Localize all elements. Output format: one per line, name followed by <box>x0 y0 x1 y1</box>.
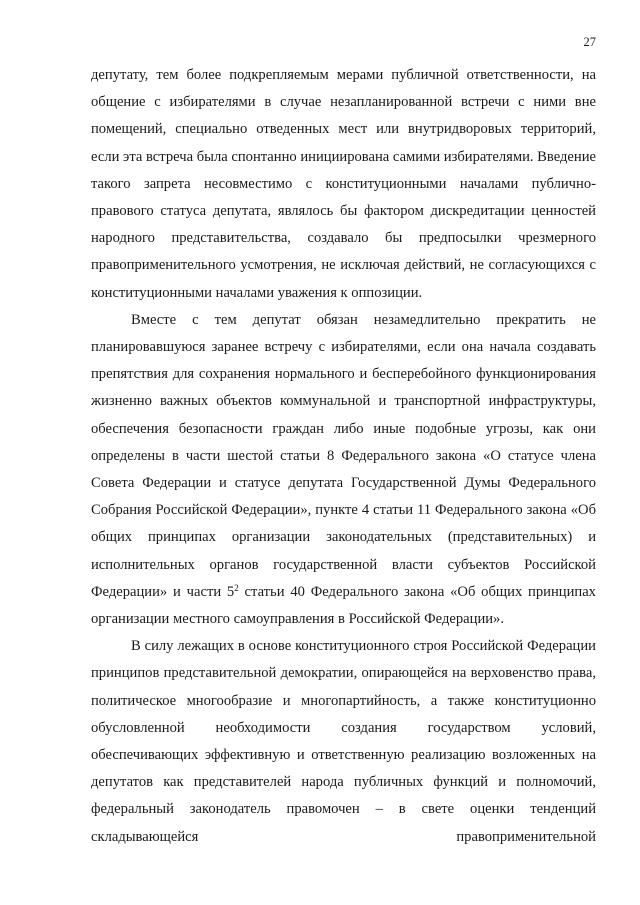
paragraph-2 <box>91 307 596 633</box>
page-number: 27 <box>583 35 596 49</box>
paragraph-2-text-continued: статьи 40 Федерального закона «Об общих принципах организации местного самоуправления в Российской Федерации». <box>91 583 596 628</box>
paragraph-3: В силу лежащих в основе конституционного строя Российской Федерации принципов представительной демократии, опирающейся на верховенство права, политическое многообразие и многопартийность, а также конституционно обусловленной необходимости создания государством условий, обеспечивающих эффективную и ответственную реализацию возложенных на депутатов как представителей народа публичных функций и полномочий, федеральный законодатель правомочен – в свете оценки тенденций складывающейся правоприменительной <box>91 638 596 845</box>
page-body <box>91 62 596 851</box>
paragraph-1: депутату, тем более подкрепляемым мерами публичной ответственности, на общение с избирателями в случае незапланированной встречи с ними вне помещений, специально отведенных мест или внутридворовых территорий, если эта встреча была спонтанно инициирована самими избирателями. Введение такого запрета несовместимо с конституционными началами публично-правового статуса депутата, являлось бы фактором дискредитации ценностей народного представительства, создавало бы предпосылки чрезмерного правоприменительного усмотрения, не исключая действий, не согласующихся с конституционными началами уважения к оппозиции. <box>91 67 597 301</box>
paragraph-2-text: Вместе с тем депутат обязан незамедлительно прекратить не планировавшуюся заранее встречу с избирателями, если она начала создавать препятствия для сохранения нормального и бесперебойного функционирования жизненно важных объектов коммунальной и транспортной инфраструктуры, обеспечения безопасности граждан либо иные подобные угрозы, как они определены в части шестой статьи 8 Федерального закона «О статусе члена Совета Федерации и статусе депутата Государственной Думы Федерального Собрания Российской Федерации», пункте 4 статьи 11 Федерального закона «Об общих принципах организации законодательных (представительных) и исполнительных органов государственной власти субъектов Российской Федерации» и части 5 <box>91 311 596 600</box>
superscript-number: 2 <box>234 583 239 593</box>
